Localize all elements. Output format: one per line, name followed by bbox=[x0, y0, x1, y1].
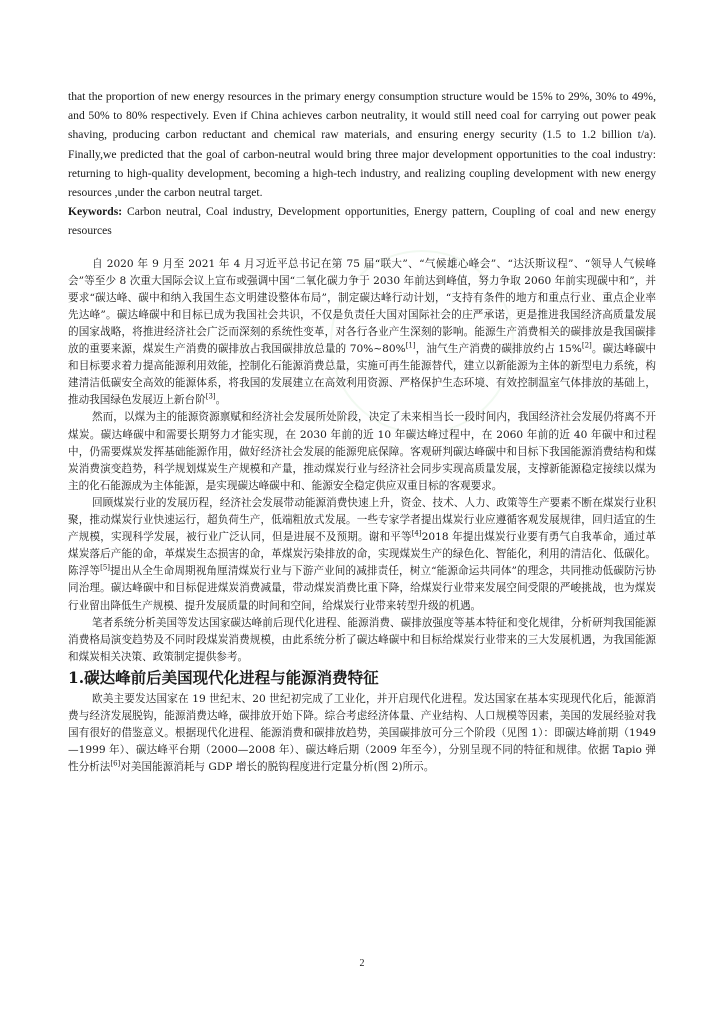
keywords-label: Keywords: bbox=[68, 205, 123, 219]
keywords-text: Carbon neutral, Coal industry, Development opportunities, Energy pattern, Coupling of coal and new energy resources bbox=[68, 205, 656, 238]
citation-3[interactable]: [3] bbox=[205, 392, 216, 401]
citation-5[interactable]: [5] bbox=[100, 563, 111, 572]
citation-1[interactable]: [1] bbox=[405, 341, 416, 350]
paragraph-3 bbox=[68, 495, 656, 615]
citation-4[interactable]: [4] bbox=[411, 529, 422, 538]
paragraph-1-text-c: 。碳达峰碳中和目标要求着力提高能源利用效能，控制化石能源消费总量，实施可再生能源替代，建立以新能源为主体的新型电力系统，构建清洁低碳安全高效的能源体系，将我国的发展建立在高效利用资源、严格保护生态环境、有效控制温室气体排放的基础上，推动我国绿色发展迈上新台阶 bbox=[68, 343, 656, 407]
paragraph-3-text-c: 提出从全生命周期视角厘清煤炭行业与下游产业间的减排责任，树立“能源命运共同体”的理念，共同推动低碳防污协同治理。碳达峰碳中和目标促进煤炭消费减量，带动煤炭消费比重下降，给煤炭行业带来发展空间受限的严峻挑战，也为煤炭行业留出降低生产规模、提升发展质量的时间和空间，给煤炭行业带来转型升级的机遇。 bbox=[68, 565, 657, 612]
paragraph-2: 然而，以煤为主的能源资源禀赋和经济社会发展所处阶段，决定了未来相当长一段时间内，我国经济社会发展仍将离不开煤炭。碳达峰碳中和需要长期努力才能实现，在 2030 年前的近 10 年碳达峰过程中，在 2060 年前的近 40 年碳中和过程中，仍需要煤炭发挥基础能源作用，做好经济社会发展的能源兜底保障。客观研判碳达峰碳中和目标下我国能源消费结构和煤炭消费演变趋势，科学规划煤炭生产规模和产量，推动煤炭行业与经济社会同步实现高质量发展，支撑新能源稳定接续以煤为主的化石能源成为主体能源，是实现碳达峰碳中和、能源安全稳定供应双重目标的客观要求。 bbox=[68, 411, 656, 492]
page-content bbox=[68, 87, 656, 776]
page-number: 2 bbox=[359, 958, 365, 969]
section-heading: 1.碳达峰前后美国现代化进程与能源消费特征 bbox=[68, 667, 379, 687]
keywords-line bbox=[68, 202, 656, 240]
citation-6[interactable]: [6] bbox=[110, 759, 121, 768]
paragraph-3-text-b: 2018 年提出煤炭行业要有勇气自我革命，通过革煤炭落后产能的命，革煤炭生态损害的命，革煤炭污染排放的命，实现煤炭生产的绿色化、智能化，利用的清洁化、低碳化。陈浮等 bbox=[68, 531, 656, 578]
paragraph-1-text-b: ，油气生产消费的碳排放约占 15% bbox=[415, 343, 582, 356]
paragraph-5 bbox=[68, 691, 656, 776]
abstract-text: that the proportion of new energy resources in the primary energy consumption structure would be 15% to 29%, 30% to 49%, and 50% to 80% respectively. Even if China achieves carbon neutrality, it would still need coal for carrying out power peak shaving, producing carbon reductant and chemical raw materials, and ensuring energy security (1.5 to 1.2 billion t/a). Finally,we predicted that the goal of carbon-neutral would bring three major development opportunities to the coal industry: returning to high-quality development, becoming a high-tech industry, and realizing coupling development with new energy resources ,under the carbon neutral target. bbox=[68, 90, 656, 200]
paragraph-1-text-a: 自 2020 年 9 月至 2021 年 4 月习近平总书记在第 75 届“联大”、“气候雄心峰会”、“达沃斯议程”、“领导人气候峰会”等至少 8 次重大国际会议上宣布或强调中国“二氧化碳力争于 2030 年前达到峰值，努力争取 2060 年前实现碳中和”，并要求“碳达峰、碳中和纳入我国生态文明建设整体布局”，制定碳达峰行动计划，“支持有条件的地方和重点行业、重点企业率先达峰”。碳达峰碳中和目标已成为我国社会共识，不仅是负责任大国对国际社会的庄严承诺，更是推进我国经济高质量发展的国家战略，将推进经济社会广泛而深刻的系统性变革，对各行各业产生深刻的影响。能源生产消费相关的碳排放是我国碳排放的重要来源，煤炭生产消费的碳排放占我国碳排放总量的 70%~80% bbox=[68, 257, 656, 356]
paragraph-1-text-d: 。 bbox=[215, 394, 227, 407]
paragraph-5-text-a: 欧美主要发达国家在 19 世纪末、20 世纪初完成了工业化，并开启现代化进程。发达国家在基本实现现代化后，能源消费与经济发展脱钩，能源消费达峰，碳排放开始下降。综合考虑经济体量、产业结构、人口规模等因素，美国的发展经验对我国有很好的借鉴意义。根据现代化进程、能源消费和碳排放趋势，美国碳排放可分三个阶段（见图 1）：即碳达峰前期（1949—1999 年）、碳达峰平台期（2000—2008 年）、碳达峰后期（2009 年至今），分别呈现不同的特征和规律。依据 Tapio 弹性分析法 bbox=[68, 692, 656, 774]
paragraph-4: 笔者系统分析美国等发达国家碳达峰前后现代化进程、能源消费、碳排放强度等基本特征和变化规律，分析研判我国能源消费格局演变趋势及不同时段煤炭消费规模，由此系统分析了碳达峰碳中和目标给煤炭行业带来的三大发展机遇，为我国能源和煤炭相关决策、政策制定提供参考。 bbox=[68, 616, 656, 663]
citation-2[interactable]: [2] bbox=[581, 341, 592, 350]
paragraph-3-text-a: 回顾煤炭行业的发展历程，经济社会发展带动能源消费快速上升，资金、技术、人力、政策等生产要素不断在煤炭行业积聚，推动煤炭行业快速运行，超负荷生产，低端粗放式发展。一些专家学者提出煤炭行业应遵循客观发展规律，回归适宜的生产规模，实现科学发展，被行业广泛认同，但是进展不及预期。谢和平等 bbox=[68, 496, 656, 544]
paragraph-1 bbox=[68, 256, 656, 410]
paragraph-5-text-b: 对美国能源消耗与 GDP 增长的脱钩程度进行定量分析(图 2)所示。 bbox=[120, 761, 435, 774]
